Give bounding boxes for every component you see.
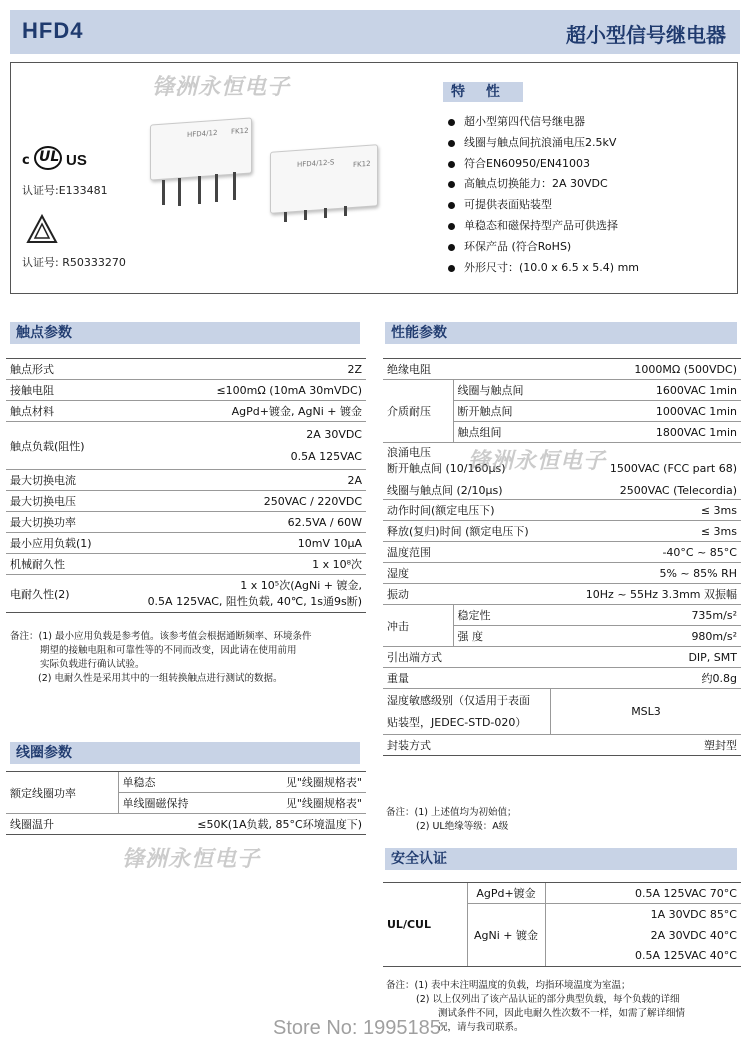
table-row: 单线圈磁保持 见"线圈规格表" (6, 793, 366, 814)
table-row: 重量 约0.8g (383, 668, 741, 689)
model-name: HFD4 (22, 18, 84, 43)
feature-item: 单稳态和磁保持型产品可供选择 (448, 216, 639, 237)
coil-section-title: 线圈参数 (10, 742, 360, 764)
table-row: 额定线圈功率 单稳态 见"线圈规格表" (6, 772, 366, 793)
table-row: 最大切换电压 250VAC / 220VDC (6, 491, 366, 512)
table-row: 振动 10Hz ~ 55Hz 3.3mm 双振幅 (383, 584, 741, 605)
table-row: UL/CUL AgPd+镀金 0.5A 125VAC 70°C (383, 883, 741, 904)
table-row: 最大切换功率 62.5VA / 60W (6, 512, 366, 533)
table-row: 温度范围 -40°C ~ 85°C (383, 542, 741, 563)
contact-notes: 备注：(1) 最小应用负载是参考值。该参考值会根据通断频率、环境条件 期望的接触电阻和可靠性等的不同而改变，因此请在使用前用 实际负载进行确认试验。 (2) 电耐久性是采用其中的一组转换触点进行测试的数据。 (10, 631, 312, 684)
feature-item: 外形尺寸：(10.0 x 6.5 x 5.4) mm (448, 258, 639, 279)
contact-section-title: 触点参数 (10, 322, 360, 344)
table-row: 线圈温升 ≤50K(1A负载, 85°C环境温度下) (6, 814, 366, 835)
table-row: 强 度 980m/s² (383, 626, 741, 647)
safety-notes: 备注：(1) 表中未注明温度的负载，均指环境温度为室温； (2) 以上仅列出了该产品认证的部分典型负载，每个负载的详细 测试条件不同，因此电耐久性次数不一样，如需了解详细情 况，请与我司联系。 (386, 980, 686, 1033)
feature-item: 符合EN60950/EN41003 (448, 154, 639, 175)
table-row: 湿度敏感级别（仅适用于表面 贴装型，JEDEC-STD-020） MSL3 (383, 689, 741, 735)
ul-cert-number: 认证号:E133481 (22, 184, 108, 197)
feature-item: 超小型第四代信号继电器 (448, 112, 639, 133)
feature-item: 高触点切换能力：2A 30VDC (448, 174, 639, 195)
store-number-watermark: Store No: 1995185 (273, 1017, 441, 1039)
features-list (448, 112, 639, 278)
ul-logo: c UL US (22, 146, 106, 172)
relay-smt-image: HFD4/12-S FK12 (270, 144, 378, 214)
table-row: 2A 30VDC 40°C (383, 925, 741, 946)
table-row: 动作时间(额定电压下) ≤ 3ms (383, 500, 741, 521)
table-row: 最大切换电流 2A (6, 470, 366, 491)
tuv-logo-icon (26, 214, 58, 244)
table-row: 0.5A 125VAC 40°C (383, 946, 741, 967)
table-row: 引出端方式 DIP, SMT (383, 647, 741, 668)
watermark: 锋洲永恒电子 (468, 449, 607, 474)
perf-section-title: 性能参数 (385, 322, 737, 344)
table-row: 触点负载(阻性) 2A 30VDC 0.5A 125VAC (6, 422, 366, 470)
table-row: 断开触点间 1000VAC 1min (383, 401, 741, 422)
tuv-cert-number: 认证号: R50333270 (22, 256, 126, 269)
watermark: 锋洲永恒电子 (152, 75, 291, 100)
table-row: 湿度 5% ~ 85% RH (383, 563, 741, 584)
table-row: 封装方式 塑封型 (383, 735, 741, 756)
watermark: 锋洲永恒电子 (122, 847, 261, 872)
coil-table (6, 771, 366, 835)
page-title: 超小型信号继电器 (566, 23, 726, 47)
contact-table (6, 358, 366, 613)
table-row: 触点组间 1800VAC 1min (383, 422, 741, 443)
table-row: 电耐久性(2) 1 x 10⁵次(AgNi + 镀金, 0.5A 125VAC, 阻性负载, 40℃, 1s通9s断) (6, 575, 366, 613)
table-row: 浪涌电压 断开触点间 (10/160μs) 线圈与触点间 (2/10μs) 1500VAC (FCC part 68) 2500VAC (Telecordia) (383, 443, 741, 500)
safety-section-title: 安全认证 (385, 848, 737, 870)
table-row: 触点形式 2Z (6, 359, 366, 380)
features-title: 特 性 (443, 82, 523, 102)
perf-table (383, 358, 741, 756)
safety-table (383, 882, 741, 967)
table-row: 机械耐久性 1 x 10⁸次 (6, 554, 366, 575)
table-row: 触点材料 AgPd+镀金, AgNi + 镀金 (6, 401, 366, 422)
relay-dip-image: HFD4/12 FK12 (150, 117, 252, 180)
table-row: 冲击 稳定性 735m/s² (383, 605, 741, 626)
table-row: AgNi + 镀金 1A 30VDC 85°C (383, 904, 741, 925)
page-header (10, 10, 740, 54)
table-row: 释放(复归)时间 (额定电压下) ≤ 3ms (383, 521, 741, 542)
feature-item: 可提供表面贴装型 (448, 195, 639, 216)
table-row: 最小应用负载(1) 10mV 10μA (6, 533, 366, 554)
perf-notes: 备注：(1) 上述值均为初始值； (2) UL绝缘等级：A级 (386, 807, 517, 832)
table-row: 接触电阻 ≤100mΩ (10mA 30mVDC) (6, 380, 366, 401)
feature-item: 线圈与触点间抗浪涌电压2.5kV (448, 133, 639, 154)
table-row: 介质耐压 线圈与触点间 1600VAC 1min (383, 380, 741, 401)
table-row: 绝缘电阻 1000MΩ (500VDC) (383, 359, 741, 380)
feature-item: 环保产品 (符合RoHS) (448, 237, 639, 258)
